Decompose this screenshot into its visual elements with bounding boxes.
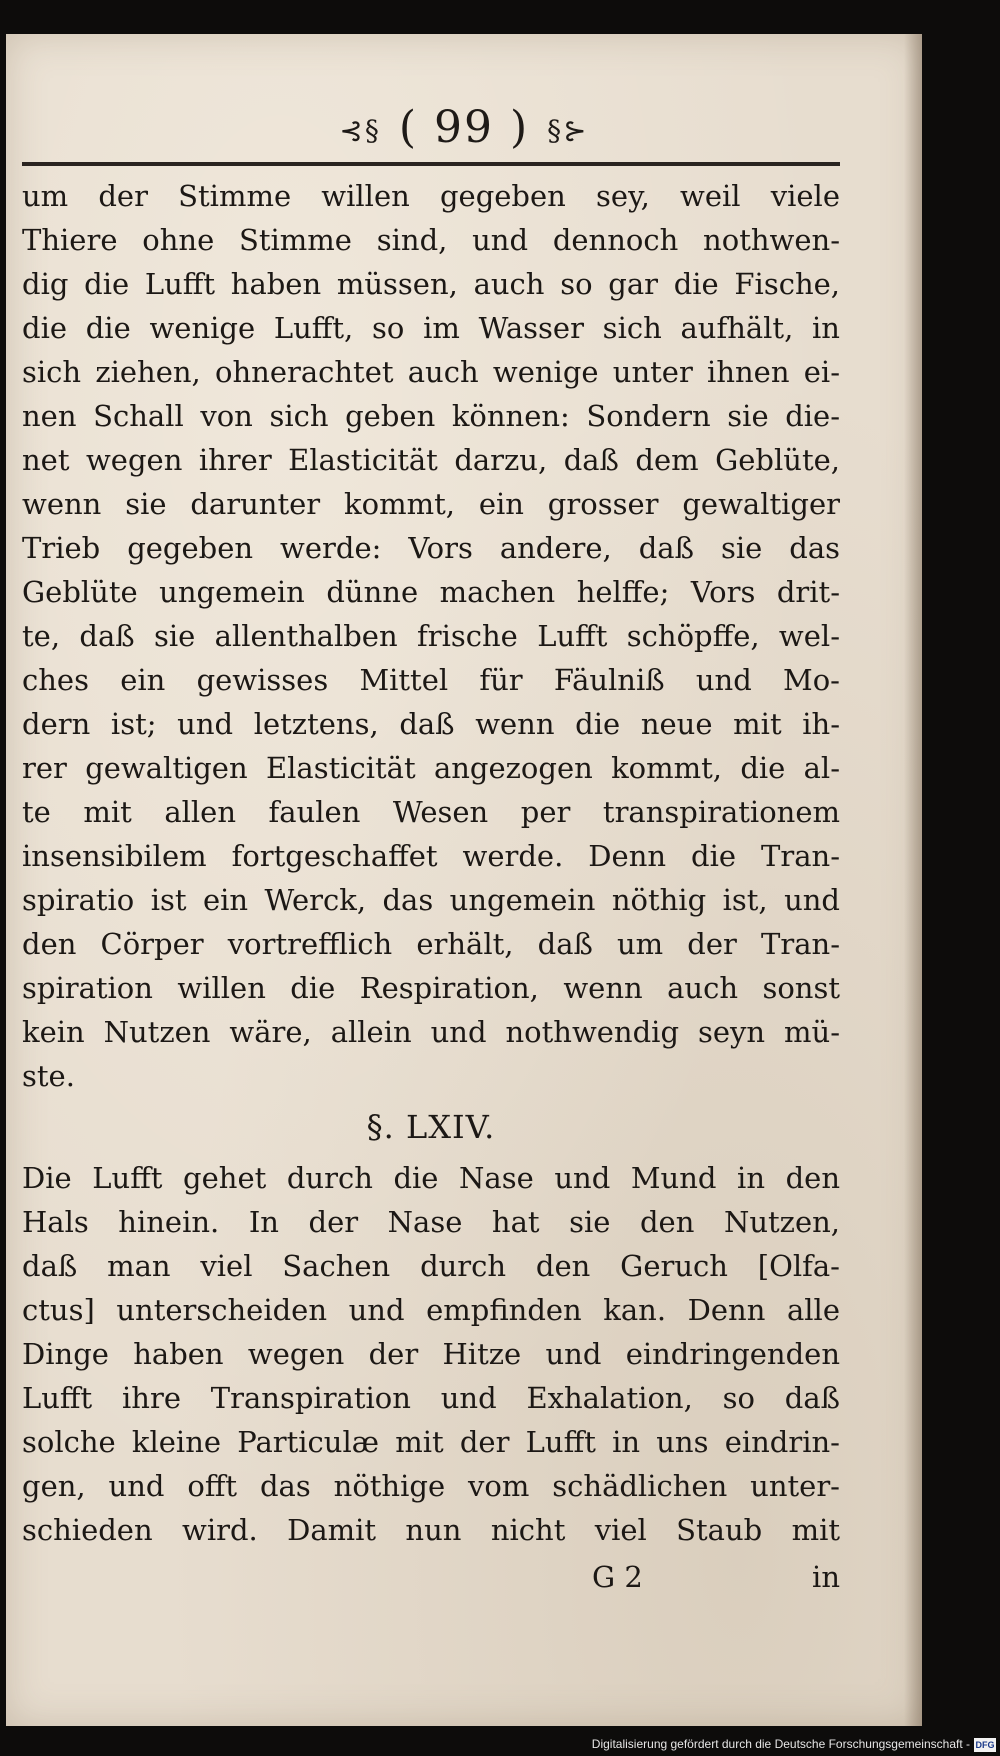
- text-line: dern ist; und letztens, daß wenn die neue mit ih-: [22, 707, 840, 741]
- text-line: daß man viel Sachen durch den Geruch [Olfa-: [22, 1249, 840, 1283]
- text-line: die die wenige Lufft, so im Wasser sich aufhält, in: [22, 311, 840, 345]
- text-line: Dinge haben wegen der Hitze und eindringenden: [22, 1337, 840, 1371]
- paragraph-2: [22, 1156, 840, 1552]
- signature-mark: G 2: [592, 1560, 643, 1594]
- text-line: dig die Lufft haben müssen, auch so gar die Fische,: [22, 267, 840, 301]
- text-line: wenn sie darunter kommt, ein grosser gewaltiger: [22, 487, 840, 521]
- text-line: den Cörper vortrefflich erhält, daß um der Tran-: [22, 927, 840, 961]
- text-line: Geblüte ungemein dünne machen helffe; Vors drit-: [22, 575, 840, 609]
- book-page: [6, 34, 922, 1726]
- text-line: gen, und offt das nöthige vom schädlichen unter-: [22, 1469, 840, 1503]
- text-line: ches ein gewisses Mittel für Fäulniß und Mo-: [22, 663, 840, 697]
- header-ornament-right-icon: §⊱: [547, 114, 589, 147]
- text-line: Hals hinein. In der Nase hat sie den Nutzen,: [22, 1205, 840, 1239]
- text-line: Die Lufft gehet durch die Nase und Mund in den: [22, 1161, 840, 1195]
- text-line: nen Schall von sich geben können: Sondern sie die-: [22, 399, 840, 433]
- text-line: ste.: [22, 1059, 75, 1093]
- text-line: kein Nutzen wäre, allein und nothwendig seyn mü-: [22, 1015, 840, 1049]
- text-line: solche kleine Particulæ mit der Lufft in uns eindrin-: [22, 1425, 840, 1459]
- header-ornament-left-icon: ⊰§: [339, 114, 381, 147]
- text-line: net wegen ihrer Elasticität darzu, daß dem Geblüte,: [22, 443, 840, 477]
- footer-credit: Digitalisierung gefördert durch die Deutsche Forschungsgemeinschaft -: [591, 1737, 970, 1751]
- catchword: in: [812, 1560, 840, 1594]
- page-header: [6, 102, 922, 153]
- text-line: ctus] unterscheiden und empfinden kan. Denn alle: [22, 1293, 840, 1327]
- section-heading: §. LXIV.: [366, 1108, 496, 1146]
- text-line: te mit allen faulen Wesen per transpirationem: [22, 795, 840, 829]
- paragraph-1: [22, 174, 840, 1098]
- text-line: rer gewaltigen Elasticität angezogen kommt, die al-: [22, 751, 840, 785]
- dfg-logo-icon: DFG: [975, 1740, 995, 1750]
- text-line: um der Stimme willen gegeben sey, weil viele: [22, 179, 840, 213]
- text-line: te, daß sie allenthalben frische Lufft schöpffe, wel-: [22, 619, 840, 653]
- text-line: Lufft ihre Transpiration und Exhalation, so daß: [22, 1381, 840, 1415]
- text-body: [22, 174, 840, 1602]
- text-line: schieden wird. Damit nun nicht viel Staub mit: [22, 1513, 840, 1547]
- page-footer-line: [22, 1552, 840, 1602]
- text-line: spiratio ist ein Werck, das ungemein nöthig ist, und: [22, 883, 840, 917]
- text-line: sich ziehen, ohnerachtet auch wenige unter ihnen ei-: [22, 355, 840, 389]
- text-line: spiration willen die Respiration, wenn auch sonst: [22, 971, 840, 1005]
- footer-bar: [0, 1730, 1000, 1756]
- page-edge-shadow: [904, 34, 922, 1726]
- header-rule: [22, 162, 840, 166]
- page-number: ( 99 ): [398, 102, 530, 153]
- text-line: insensibilem fortgeschaffet werde. Denn die Tran-: [22, 839, 840, 873]
- text-line: Thiere ohne Stimme sind, und dennoch nothwen-: [22, 223, 840, 257]
- text-line: Trieb gegeben werde: Vors andere, daß sie das: [22, 531, 840, 565]
